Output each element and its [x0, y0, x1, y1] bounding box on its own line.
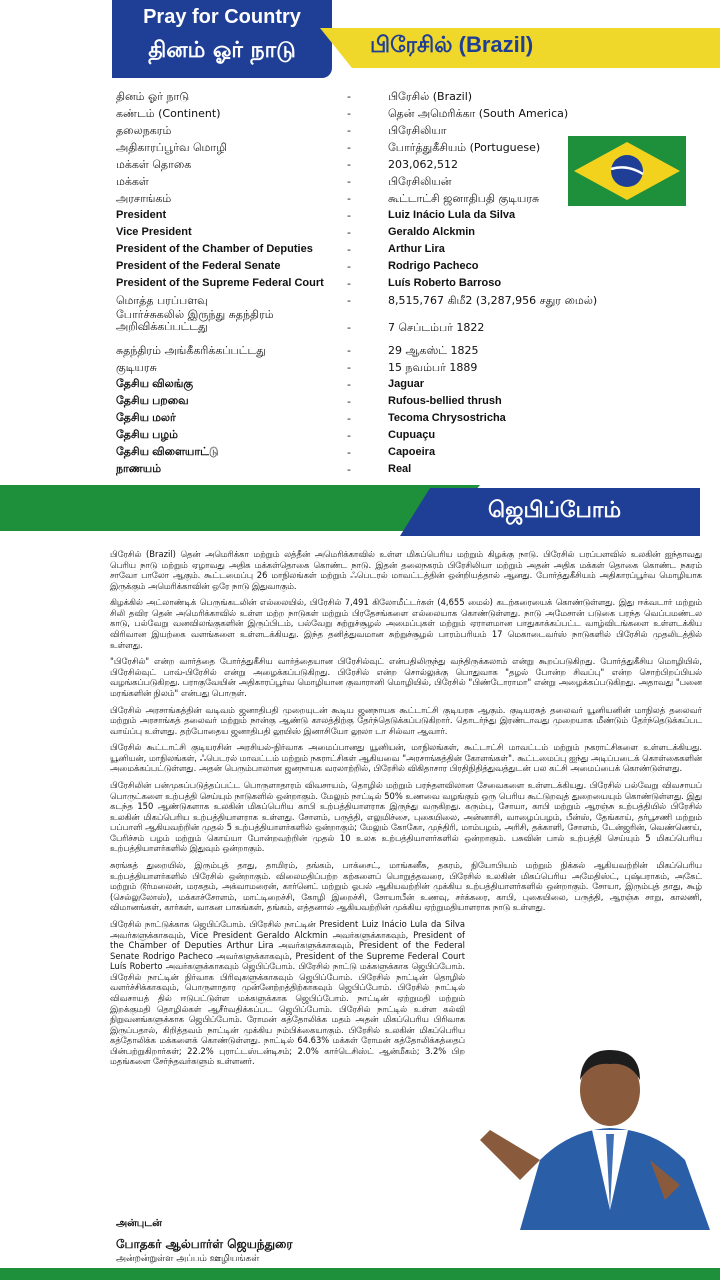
- article-prayer-paragraph: பிரேசில் நாட்டுக்காக ஜெபிப்போம். பிரேசில் நாட்டின் President Luiz Inácio Lula da Silva அவர்களுக்காகவும், Vice President Geraldo Alckmin அவர்களுக்காகவும், President of the Chamber of Deputies Arthur Lira அவர்களுக்காகவும், President of the Federal Senate Rodrigo Pacheco அவர்களுக்காகவும், President of the Supreme Federal Court Luís Roberto அவர்களுக்காகவும் ஜெபிப்போம். பிரேசில் நாட்டு மக்களுக்காக ஜெபிப்போம். பிரேசில் நாட்டின் நிர்வாக பிரிவுகளுக்காகவும் ஜெபிப்போம். பிரேசில் நாட்டின் தொழில் வளர்ச்சிக்காகவும், பொருளாதார முன்னேற்றத்திற்காகவும் ஜெபிப்போம். பிரேசில் நாட்டில் விவசாயத் தில் ஈடுபட்டுள்ள மக்களுக்காக ஜெபிப்போம். நாட்டின் ஏற்றுமதி மற்றும் இறக்குமதி தொழில்கள் ஆசீர்வதிக்கப்பட ஜெபிப்போம். பிரேசில் நாட்டில் உள்ள கல்வி நிறுவனங்களுக்காக ஜெபிப்போம். ரோமன் கத்தோலிக்க மதம் அதன் மிகப்பெரிய பிரிவாக இருப்பதால், கிறித்தவம் நாட்டின் முக்கிய நம்பிக்கையாகும். பிரேசில் உலகின் மிகப்பெரிய கத்தோலிக்க மக்களைக் கொண்டுள்ளது. நாட்டில் 64.63% மக்கள் ரோமன் கத்தோலிக்கத்தைப் பின்பற்றுகிறார்கள்; 22.2% புராட்டஸ்டன்டிசம்; 2.0% கார்டெசிஸ்ட் ஆன்மீகம்; 3.2% பிற மதங்களை சேர்ந்தவர்களும் உள்ளனர்.: [110, 918, 465, 1067]
- fact-row: [0, 361, 720, 378]
- fact-value: Rufous-bellied thrush: [388, 395, 502, 407]
- fact-separator: -: [347, 344, 351, 357]
- article-paragraph: சுரங்கத் துறையில், இரும்புத் தாது, தாமிரம், தங்கம், பாக்சைட், மாங்கனீசு, தகரம், நியோபியம் மற்றும் நிக்கல் ஆகியவற்றின் மிகப்பெரிய உற்பத்தியாளர்களில் பிரேசில் ஒன்றாகும். விலைமதிப்பற்ற கற்களைப் பொறுத்தவரை, பிரேசில் உலகின் மிகப்பெரிய அமேதிஸ்ட், புஷ்பராகம், அகேட் மற்றும் டூர்மலைன், மரகதம், அக்வாமரைன், கார்னெட் மற்றும் ஓபல் ஆகியவற்றின் முக்கிய உற்பத்தியாளர்களில் ஒன்றாகும். சோயா, இரும்புத் தாது, கூழ் (செல்லுலோஸ்), மக்காச்சோளம், மாட்டிறைச்சி, கோழி இறைச்சி, சோயாபீன் உணவு, சர்க்கரை, காபி, புகையிலை, பருத்தி, ஆரஞ்சு சாறு, காலணி, விமானங்கள், கார்கள், வாகன பாகங்கள், தங்கம், எத்தனால் ஆகியவற்றின் முக்கிய ஏற்றுமதியாளராக நாடு உள்ளது.: [110, 860, 702, 913]
- fact-separator: -: [347, 412, 351, 425]
- fact-separator: -: [347, 321, 351, 334]
- fact-label: President of the Chamber of Deputies: [116, 243, 313, 255]
- fact-label: மக்கள் தொகை: [116, 158, 192, 171]
- fact-label: அரசாங்கம்: [116, 192, 172, 205]
- fact-row: [0, 429, 720, 446]
- fact-separator: -: [347, 361, 351, 374]
- fact-value: Luís Roberto Barroso: [388, 277, 502, 289]
- fact-label: தேசிய விலங்கு: [116, 378, 194, 390]
- fact-row: [0, 90, 720, 107]
- fact-label: கண்டம் (Continent): [116, 107, 221, 120]
- fact-value: 15 நவம்பர் 1889: [388, 361, 478, 374]
- article-paragraph: பிரேசிலின் பன்முகப்படுத்தப்பட்ட பொருளாதாரம் விவசாயம், தொழில் மற்றும் பரந்தளவிலான சேவைகளை உள்ளடக்கியது. பிரேசில் பல்வேறு விவசாயப் பொருட்களை உற்பத்தி செய்யும் நாடுகளில் ஒன்றாகும். மேலும் நாட்டில் 50% உணவை வழங்கும் ஒரு பெரிய கூட்டுறவுத் துறையையும் கொண்டுள்ளது. இது கடந்த 150 ஆண்டுகளாக உலகின் மிகப்பெரிய காபி உற்பத்தியாளராக இருந்து வருகிறது. கரும்பு, சோயா, காபி மற்றும் ஆரஞ்சு உற்பத்தியில் பிரேசில் உலகின் மிகப்பெரிய உற்பத்தியாளராக உள்ளது. சோளம், பருத்தி, எலுமிச்சை, புகையிலை, அன்னாசி, வாழைப்பழம், பீன்ஸ், தேங்காய், தர்பூசணி மற்றும் பப்பாளி ஆகியவற்றின் முதல் 5 உற்பத்தியாளர்களில் ஒன்றாகும்; மேலும் கோகோ, முந்திரி, மாம்பழம், அரிசி, தக்காளி, சோளம், டேன்ஜரின், வெண்ணெய், பேரிச்சம் பழம் மற்றும் கொய்யா போன்றவற்றின் முதல் 10 உலக உற்பத்தியாளர்களில் ஒன்றாகும். பசுவின் பால் உற்பத்தி செய்யும் 5 மிகப்பெரிய உற்பத்தியாளர்களில் இதுவும் ஒன்றாகும்.: [110, 779, 702, 854]
- fact-value: 29 ஆகஸ்ட் 1825: [388, 344, 479, 357]
- fact-row: [0, 446, 720, 463]
- fact-separator: -: [347, 175, 351, 188]
- fact-separator: -: [347, 124, 351, 137]
- fact-value: Rodrigo Pacheco: [388, 260, 479, 272]
- fact-row: [0, 395, 720, 412]
- fact-separator: -: [347, 226, 351, 239]
- fact-separator: -: [347, 429, 351, 442]
- signature-greeting: அன்புடன்: [116, 1218, 162, 1229]
- fact-value: தென் அமெரிக்கா (South America): [388, 107, 569, 120]
- brazil-flag-icon: [568, 136, 686, 206]
- fact-separator: -: [347, 90, 351, 103]
- article-paragraph: பிரேசில் அரசாங்கத்தின் வடிவம் ஜனாதிபதி முறையுடன் கூடிய ஜனநாயக கூட்டாட்சி குடியரசு ஆகும். குடியரசுத் தலைவர் யூனியனின் மாநிலத் தலைவர் மற்றும் அரசாங்கத் தலைவர் மற்றும் நான்கு ஆண்டு காலத்திற்கு தேர்ந்தெடுக்கப்படுகிறார். தொடர்ந்து இரண்டாவது முறையாக மீண்டும் தேர்ந்தெடுக்கப்பட வாய்ப்பு உள்ளது. தற்போதைய ஜனாதிபதி லூயிஸ் இனாசியோ லூலா டா சில்வா ஆவார்.: [110, 704, 702, 736]
- fact-separator: -: [347, 294, 351, 307]
- article-paragraph: கிழக்கில் அட்லாண்டிக் பெருங்கடலின் எல்லையில், பிரேசில் 7,491 கிலோமீட்டர்கள் (4,655 மைல்) கடற்கரையைக் கொண்டுள்ளது. இது ஈக்வடார் மற்றும் சிலி தவிர தென் அமெரிக்காவில் உள்ள மற்ற நாடுகள் மற்றும் பிரதேசங்களை எல்லையாக கொண்டுள்ளது. நாடு அமேசான் படுகை பரந்த வெப்பமண்டல காடு, பல்வேறு வனவிலங்குகளின் இருப்பிடம், பல்வேறு சுற்றுச்சூழல் அமைப்புகள் மற்றும் ஏராளமான பாதுகாக்கப்பட்ட வாழ்விடங்களை உள்ளடக்கிய விரிவான இயற்கை வளங்களை உள்ளடக்கியது. இந்த தனித்துவமான சுற்றுச்சூழல் பாரம்பரியம் 17 மெகாடைவர்ஸ் நாடுகளில் பிரேசில் முதலிடத்தில் உள்ளது.: [110, 597, 702, 650]
- fact-label: தேசிய மலர்: [116, 412, 176, 424]
- fact-row: [0, 463, 720, 480]
- article-paragraph: பிரேசில் (Brazil) தென் அமெரிக்கா மற்றும் லத்தீன் அமெரிக்காவில் உள்ள மிகப்பெரிய மற்றும் கிழக்கு நாடு. பிரேசில் பரப்பளவில் உலகின் ஐந்தாவது பெரிய நாடு மற்றும் ஏழாவது அதிக மக்கள்தொகை கொண்ட நாடு. இதன் தலைநகரம் பிரேசிலியா மற்றும் அதன் அதிக மக்கள் தொகை கொண்ட நகரம் சாவோ பாலோ ஆகும். கூட்டமைப்பு 26 மாநிலங்கள் மற்றும் ஃபெடரல் மாவட்டத்தின் ஒன்றியத்தால் ஆனது. போர்த்துகீசியம் அதிகாரப்பூர்வ மொழியாக இருக்கும் அமெரிக்காவின் ஒரே நாடு இதுவாகும்.: [110, 549, 702, 591]
- fact-separator: -: [347, 158, 351, 171]
- fact-value: Capoeira: [388, 446, 436, 458]
- fact-row: [0, 344, 720, 361]
- fact-value: பிரேசில் (Brazil): [388, 90, 473, 103]
- fact-label: அதிகாரப்பூர்வ மொழி: [116, 141, 227, 154]
- footer-band: [0, 1268, 720, 1280]
- fact-row: [0, 378, 720, 395]
- fact-value: 8,515,767 கிமீ2 (3,287,956 சதுர மைல்): [388, 294, 598, 307]
- fact-separator: -: [347, 141, 351, 154]
- fact-label: தேசிய பழம்: [116, 429, 178, 441]
- fact-label: நாணயம்: [116, 463, 162, 475]
- fact-label: மக்கள்: [116, 175, 149, 188]
- fact-separator: -: [347, 378, 351, 391]
- fact-label: தலைநகரம்: [116, 124, 172, 137]
- fact-label: தேசிய பறவை: [116, 395, 189, 407]
- fact-row: [0, 412, 720, 429]
- header-country: பிரேசில் (Brazil): [370, 32, 534, 57]
- fact-separator: -: [347, 463, 351, 476]
- fact-label: தினம் ஓர் நாடு: [116, 90, 190, 103]
- fact-value: பிரேசிலியா: [388, 124, 447, 137]
- fact-value: கூட்டாட்சி ஜனாதிபதி குடியரசு: [388, 192, 540, 205]
- fact-row: [0, 309, 720, 338]
- fact-value: Luiz Inácio Lula da Silva: [388, 209, 516, 221]
- fact-value: Cupuaçu: [388, 429, 436, 441]
- fact-value: Real: [388, 463, 412, 475]
- pastor-photo-icon: [480, 1010, 720, 1230]
- header-title: Pray for Country: [143, 6, 301, 28]
- fact-value: 203,062,512: [388, 158, 458, 171]
- fact-separator: -: [347, 192, 351, 205]
- fact-separator: -: [347, 107, 351, 120]
- fact-row: [0, 107, 720, 124]
- fact-label: போர்ச்சுகலில் இருந்து சுதந்திரம் அறிவிக்கப்பட்டது: [116, 309, 274, 333]
- fact-label: தேசிய விளையாட்டு: [116, 446, 219, 458]
- fact-row: [0, 277, 720, 294]
- fact-value: Tecoma Chrysostricha: [388, 412, 506, 424]
- fact-row: [0, 294, 720, 311]
- brazil-flag-graphic: [568, 136, 686, 206]
- fact-label: மொத்த பரப்பளவு: [116, 294, 208, 307]
- fact-value: போர்த்துகீசியம் (Portuguese): [388, 141, 541, 154]
- article-paragraph: "பிரேசில்" என்ற வார்த்தை போர்த்துகீசிய வார்த்தையான பிரேசில்வுட் என்பதிலிருந்து வந்திருக்கலாம் என்று கூறப்படுகிறது. போர்த்துகீசிய மொழியில், பிரேசில்வுட் பாவ்-பிரேசில் என்று அழைக்கப்படுகிறது. பிரேசில் என்ற சொல்லுக்கு பொதுவாக "தழல் போன்ற சிவப்பு" என்ற சொற்பிறப்பியல் வழங்கப்படுகிறது. பராகுவேயின் அதிகாரப்பூர்வ மொழியான குவாரானி மொழியில், பிரேசில் "பிண்டோராமா" என்று அழைக்கப்படுகிறது. அதாவது "பனை மரங்களின் நிலம்" என்பது பொருள்.: [110, 656, 702, 698]
- fact-label: President of the Supreme Federal Court: [116, 277, 324, 289]
- fact-separator: -: [347, 395, 351, 408]
- signature-ministry: அன்றன்றுள்ள அப்பம் ஊழியங்கள்: [116, 1254, 260, 1264]
- fact-label: President of the Federal Senate: [116, 260, 281, 272]
- fact-value: 7 செப்டம்பர் 1822: [388, 321, 485, 334]
- fact-label: President: [116, 209, 167, 221]
- fact-value: Jaguar: [388, 378, 425, 390]
- pastor-figure: [480, 1010, 720, 1230]
- article-paragraph: பிரேசில் கூட்டாட்சி குடியரசின் அரசியல்-நிர்வாக அமைப்பானது யூனியன், மாநிலங்கள், கூட்டாட்சி மாவட்டம் மற்றும் நகராட்சிகளை உள்ளடக்கியது. யூனியன், மாநிலங்கள், ஃபெடரல் மாவட்டம் மற்றும் நகராட்சிகள் ஆகியவை "அரசாங்கத்தின் கோளங்கள்". கூட்டமைப்பு ஐந்து அடிப்படைக் கொள்கைகளின் அமைக்கப்பட்டுள்ளது. அதன் பெரும்பாலான ஜனநாயக வரலாற்றில், பிரேசில் விகிதாசார பிரதிநிதித்துவத்துடன் பல கட்சி அமைப்பைக் கொண்டுள்ளது.: [110, 742, 702, 774]
- header-subtitle: தினம் ஓர் நாடு: [148, 38, 296, 63]
- fact-separator: -: [347, 446, 351, 459]
- fact-label: சுதந்திரம் அங்கீகரிக்கப்பட்டது: [116, 344, 266, 357]
- fact-row: [0, 209, 720, 226]
- fact-separator: -: [347, 243, 351, 256]
- fact-value: Arthur Lira: [388, 243, 445, 255]
- fact-row: [0, 260, 720, 277]
- fact-row: [0, 243, 720, 260]
- fact-row: [0, 226, 720, 243]
- fact-value: Geraldo Alckmin: [388, 226, 476, 238]
- fact-label: Vice President: [116, 226, 192, 238]
- section-title: ஜெபிப்போம்: [488, 498, 622, 523]
- fact-separator: -: [347, 277, 351, 290]
- signature-name: போதகர் ஆல்பார்ள் ஜெயந்துரை: [116, 1237, 293, 1251]
- fact-value: பிரேசிலியன்: [388, 175, 452, 188]
- fact-separator: -: [347, 260, 351, 273]
- fact-separator: -: [347, 209, 351, 222]
- fact-label: குடியரசு: [116, 361, 157, 374]
